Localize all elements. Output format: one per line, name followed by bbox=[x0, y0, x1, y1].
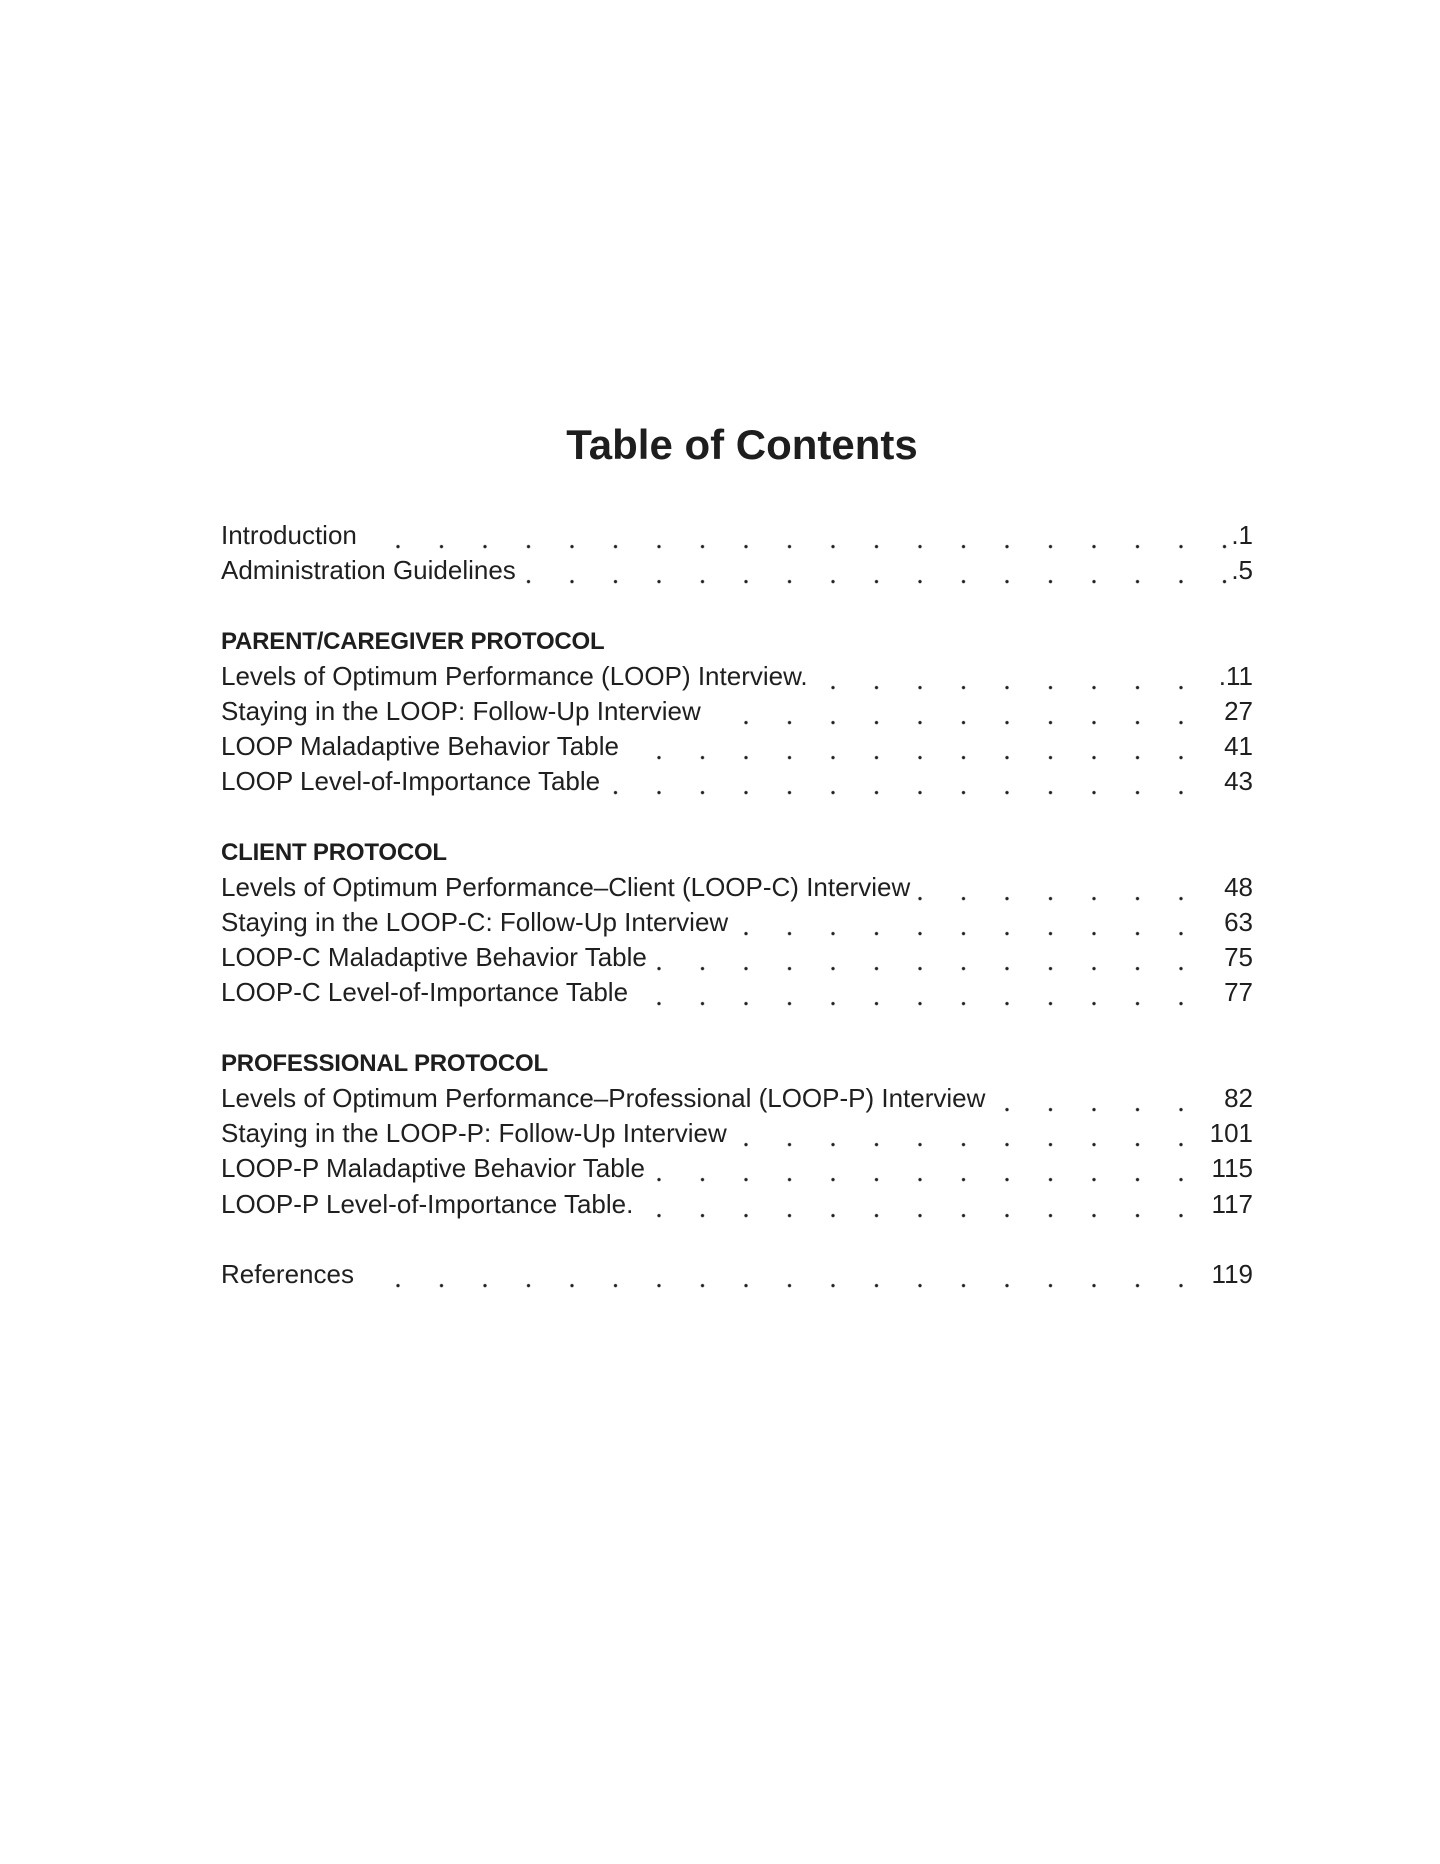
section-heading: PARENT/CAREGIVER PROTOCOL bbox=[221, 627, 605, 655]
toc-entry-label: Staying in the LOOP-P: Follow-Up Interview bbox=[221, 1116, 735, 1151]
section-heading: CLIENT PROTOCOL bbox=[221, 838, 447, 866]
toc-entry-label: LOOP-C Maladaptive Behavior Table bbox=[221, 940, 655, 975]
spacer bbox=[221, 1011, 1253, 1046]
spacer bbox=[221, 800, 1253, 835]
section-heading: PROFESSIONAL PROTOCOL bbox=[221, 1049, 548, 1077]
toc-entry[interactable] bbox=[221, 870, 1253, 905]
toc-page-number: 48 bbox=[1221, 870, 1253, 905]
toc-page-number: 63 bbox=[1221, 905, 1253, 940]
toc-page-number: 27 bbox=[1221, 694, 1253, 729]
toc-entry-label: Administration Guidelines bbox=[221, 553, 524, 588]
toc-page-number: .1 bbox=[1228, 518, 1253, 553]
toc-entry-label: Staying in the LOOP-C: Follow-Up Interview bbox=[221, 905, 736, 940]
toc-page-number: 115 bbox=[1209, 1151, 1253, 1186]
toc-entry[interactable] bbox=[221, 905, 1253, 940]
toc-page-number: 119 bbox=[1209, 1257, 1253, 1292]
table-of-contents bbox=[221, 518, 1253, 1292]
spacer bbox=[221, 588, 1253, 623]
toc-entry[interactable] bbox=[221, 764, 1253, 799]
toc-entry-label: Introduction bbox=[221, 518, 365, 553]
toc-entry-label: LOOP-C Level-of-Importance Table bbox=[221, 975, 636, 1010]
toc-entry-label: LOOP Level-of-Importance Table bbox=[221, 764, 608, 799]
spacer bbox=[221, 1222, 1253, 1257]
toc-entry-references[interactable] bbox=[221, 1257, 1253, 1292]
toc-entry-administration-guidelines[interactable] bbox=[221, 553, 1253, 588]
toc-entry-label: Staying in the LOOP: Follow-Up Interview bbox=[221, 694, 709, 729]
toc-page-number: 82 bbox=[1221, 1081, 1253, 1116]
toc-entry-label: Levels of Optimum Performance (LOOP) Interview. bbox=[221, 659, 816, 694]
toc-entry[interactable] bbox=[221, 975, 1253, 1010]
toc-entry-label: LOOP Maladaptive Behavior Table bbox=[221, 729, 627, 764]
toc-entry[interactable] bbox=[221, 659, 1253, 694]
section-heading-professional bbox=[221, 1046, 1253, 1081]
toc-page-number: .5 bbox=[1228, 553, 1253, 588]
toc-entry[interactable] bbox=[221, 940, 1253, 975]
toc-entry-introduction[interactable] bbox=[221, 518, 1253, 553]
toc-page-number: 117 bbox=[1209, 1187, 1253, 1222]
toc-entry[interactable] bbox=[221, 694, 1253, 729]
toc-entry-label: LOOP-P Level-of-Importance Table. bbox=[221, 1187, 641, 1222]
toc-entry[interactable] bbox=[221, 1187, 1253, 1222]
toc-page-number: 77 bbox=[1221, 975, 1253, 1010]
section-heading-client bbox=[221, 835, 1253, 870]
toc-page-number: 101 bbox=[1207, 1116, 1253, 1151]
section-heading-parent-caregiver bbox=[221, 624, 1253, 659]
toc-entry[interactable] bbox=[221, 1116, 1253, 1151]
toc-entry-label: Levels of Optimum Performance–Professional (LOOP-P) Interview bbox=[221, 1081, 993, 1116]
toc-entry-label: References bbox=[221, 1257, 362, 1292]
toc-page-number: 75 bbox=[1221, 940, 1253, 975]
toc-page-number: 43 bbox=[1221, 764, 1253, 799]
toc-entry[interactable] bbox=[221, 1151, 1253, 1186]
toc-page-number: 41 bbox=[1221, 729, 1253, 764]
page-title: Table of Contents bbox=[566, 421, 918, 468]
toc-entry[interactable] bbox=[221, 1081, 1253, 1116]
toc-entry-label: Levels of Optimum Performance–Client (LOOP-C) Interview bbox=[221, 870, 918, 905]
toc-entry[interactable] bbox=[221, 729, 1253, 764]
toc-entry-label: LOOP-P Maladaptive Behavior Table bbox=[221, 1151, 653, 1186]
toc-page-number: .11 bbox=[1216, 659, 1253, 694]
